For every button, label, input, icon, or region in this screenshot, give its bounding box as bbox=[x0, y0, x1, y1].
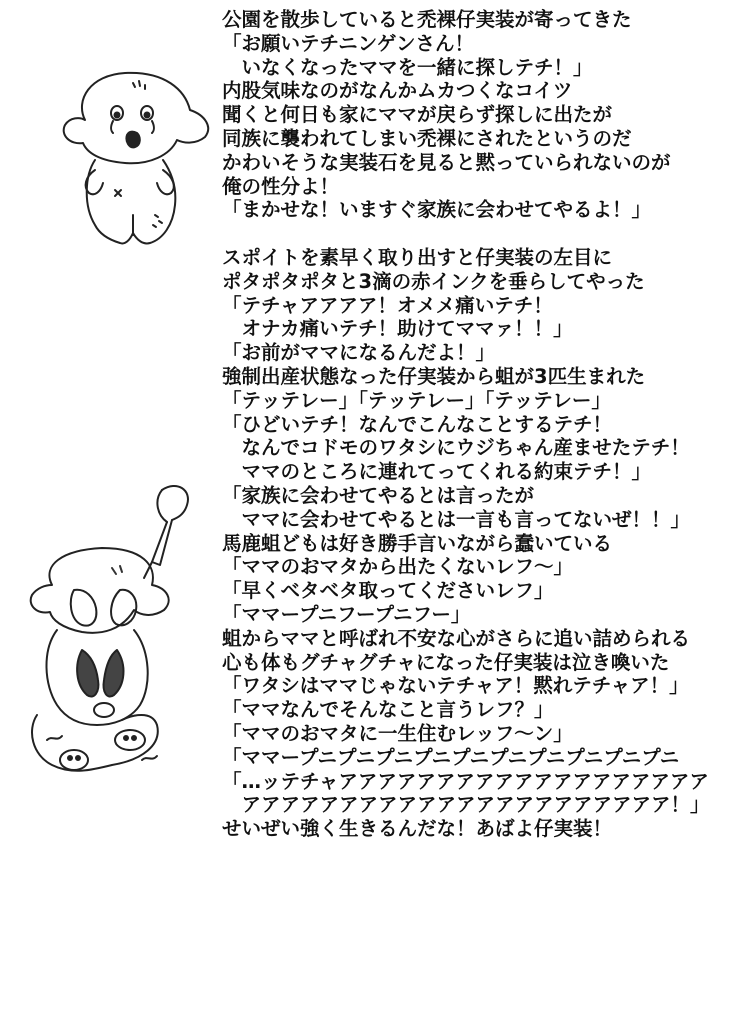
story-line: 「お願いテチニンゲンさん！ bbox=[222, 31, 474, 55]
story-line: 「家族に会わせてやるとは言ったが bbox=[222, 483, 535, 507]
story-line: かわいそうな実装石を見ると黙っていられないのが bbox=[222, 150, 671, 174]
story-line: なんでコドモのワタシにウジちゃん産ませたテチ！ bbox=[222, 436, 690, 460]
dropper-creature-drawing bbox=[12, 470, 222, 810]
story-line: 聞くと何日も家にママが戻らず探しに出たが bbox=[222, 103, 613, 127]
story-line: 「早くベタベタ取ってくださいレフ」 bbox=[222, 579, 554, 603]
story-line: 「ママープニプニプニプニプニプニプニプニプニプニ bbox=[222, 745, 680, 769]
story-line: 「ママのおマタから出たくないレフ〜」 bbox=[222, 555, 574, 579]
story-line: いなくなったママを一緒に探しテチ！」 bbox=[222, 55, 593, 79]
crying-creature-drawing bbox=[55, 65, 215, 255]
story-line: アアアアアアアアアアアアアアアアアアアアアア！」 bbox=[222, 793, 710, 817]
story-line: 馬鹿蛆どもは好き勝手言いながら蠢いている bbox=[222, 531, 613, 555]
story-line: 「まかせな！いますぐ家族に会わせてやるよ！」 bbox=[222, 198, 652, 222]
story-line: 「テチャアアアア！オメメ痛いテチ！ bbox=[222, 293, 553, 317]
story-line: 「ひどいテチ！なんでこんなことするテチ！ bbox=[222, 412, 613, 436]
story-line: 「ワタシはママじゃないテチャア！黙れテチャア！」 bbox=[222, 674, 689, 698]
story-line: 「テッテレー」「テッテレー」「テッテレー」 bbox=[222, 388, 611, 412]
story-line: 「お前がママになるんだよ！」 bbox=[222, 341, 496, 365]
story-line: スポイトを素早く取り出すと仔実装の左目に bbox=[222, 245, 613, 269]
story-line: 公園を散歩していると禿裸仔実装が寄ってきた bbox=[222, 8, 632, 31]
story-text bbox=[222, 8, 732, 841]
story-line: 蛆からママと呼ばれ不安な心がさらに追い詰められる bbox=[222, 626, 691, 650]
story-line: ママに会わせてやるとは一言も言ってないぜ！！」 bbox=[222, 507, 691, 531]
story-line: オナカ痛いテチ！助けてママァ！！」 bbox=[222, 317, 573, 341]
story-line: 心も体もグチャグチャになった仔実装は泣き喚いた bbox=[222, 650, 670, 674]
story-line: ママのところに連れてってくれる約束テチ！」 bbox=[222, 460, 652, 484]
story-line: 同族に襲われてしまい禿裸にされたというのだ bbox=[222, 126, 632, 150]
story-line: 強制出産状態なった仔実装から蛆が3匹生まれた bbox=[222, 364, 646, 388]
story-line: 「ママのおマタに一生住むレッフ〜ン」 bbox=[222, 721, 573, 745]
story-line: せいぜい強く生きるんだな！あばよ仔実装！ bbox=[222, 817, 613, 841]
story-line: ポタポタポタと3滴の赤インクを垂らしてやった bbox=[222, 269, 645, 293]
story-line: 内股気味なのがなんかムカつくなコイツ bbox=[222, 79, 573, 103]
dropper-creature-illustration bbox=[12, 470, 222, 810]
story-line: 「ママなんでそんなこと言うレフ？」 bbox=[222, 698, 554, 722]
story-line: 俺の性分よ！ bbox=[222, 174, 340, 198]
story-line: 「ママープニフープニフー」 bbox=[222, 602, 471, 626]
crying-creature-illustration bbox=[55, 65, 215, 255]
section-gap bbox=[222, 222, 732, 246]
story-line: 「…ッテチャアアアアアアアアアアアアアアアアアアア bbox=[222, 769, 709, 793]
